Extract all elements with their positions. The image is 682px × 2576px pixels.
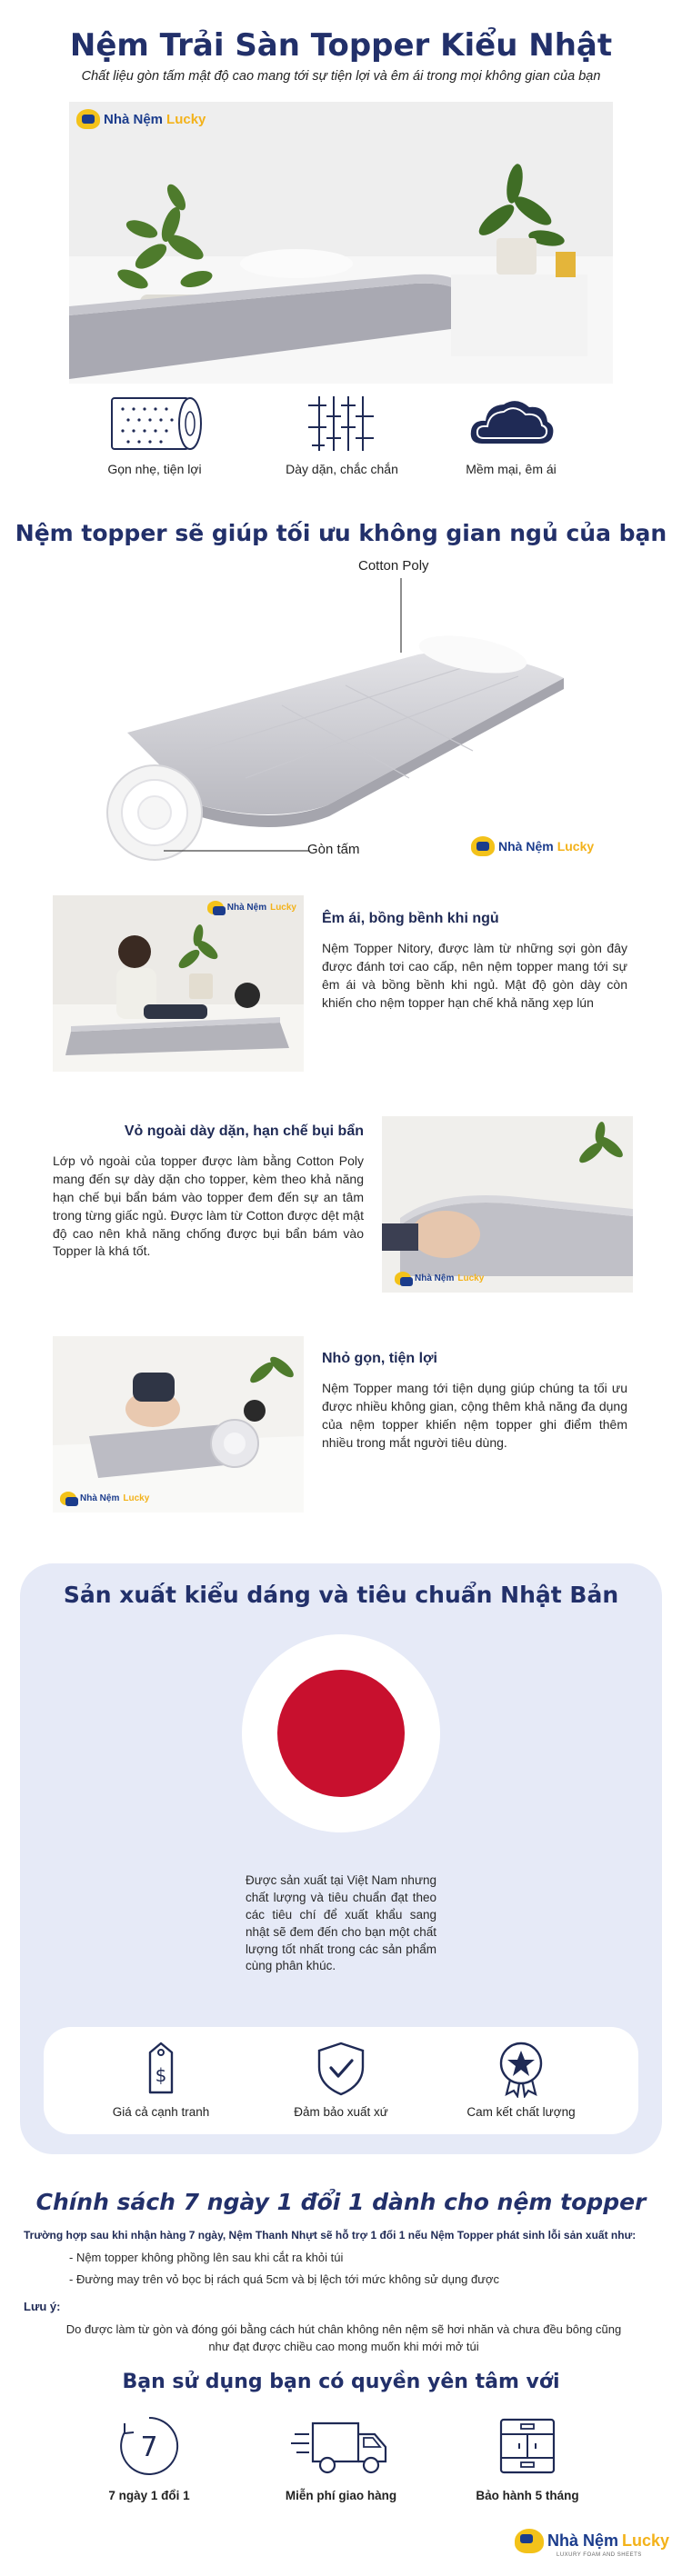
brand-logo-icon (60, 1492, 76, 1505)
japan-section-text: Được sản xuất tại Việt Nam nhưng chất lượng và tiêu chuẩn đạt theo các tiêu chí để xuất khẩu sang nhật sẽ đem đến cho bạn một chất lượng tốt nhất trong các sản phẩm cùng phân khúc. (246, 1873, 436, 1973)
photo-hand-on-topper (382, 1116, 633, 1293)
feature-item (438, 393, 584, 476)
hero-photo (69, 102, 613, 384)
brand-logo-icon (76, 109, 100, 129)
brand-logo (60, 1492, 149, 1505)
policy-note-label: Lưu ý: (24, 2300, 61, 2313)
brand-logo (395, 1272, 484, 1285)
brand-name-part1: Nhà Nệm (415, 1273, 455, 1283)
block-text: Nệm Topper Nitory, được làm từ những sợi gòn đây được đánh tơi cao cấp, nên nệm topper mang tới sự êm ái và bồng bềnh khi ngủ. Mật độ gòn dày còn khiến cho nệm topper hạn chế khả năng xẹp lún (322, 941, 627, 1010)
japan-flag-sun (277, 1670, 405, 1797)
block-title: Êm ái, bồng bềnh khi ngủ (322, 911, 499, 926)
photo-person-on-topper (53, 895, 304, 1072)
perk-item (455, 2412, 600, 2502)
japan-flag (242, 1634, 440, 1832)
brand-logo-icon (471, 836, 495, 856)
brand-name-part2: Lucky (457, 1273, 485, 1283)
perk-label: Bảo hành 5 tháng (476, 2489, 579, 2502)
brand-name-part1: Nhà Nệm (547, 2531, 619, 2550)
brand-logo-icon (207, 901, 224, 914)
brand-logo (471, 836, 594, 856)
policy-intro: Trường hợp sau khi nhận hàng 7 ngày, Nệm Thanh Nhựt sẽ hỗ trợ 1 đổi 1 nếu Nệm Topper phát sinh lỗi sản xuất như: (24, 2229, 637, 2242)
brand-name-part1: Nhà Nệm (104, 111, 164, 127)
feature-item (82, 393, 227, 476)
feature-label: Dày dặn, chắc chắn (286, 462, 398, 476)
badge-label: Đảm bảo xuất xứ (294, 2105, 388, 2119)
dense-fiber-icon (269, 393, 415, 454)
topper-diagram (91, 578, 600, 869)
badge-item (84, 2040, 238, 2119)
brand-name-part2: Lucky (557, 839, 595, 854)
policy-item: - Nệm topper không phồng lên sau khi cắt ra khỏi túi (69, 2251, 344, 2264)
cloud-icon (438, 393, 584, 454)
brand-name-part2: Lucky (166, 111, 206, 127)
brand-logo (76, 109, 206, 129)
perk-item (76, 2412, 222, 2502)
brand-name-part2: Lucky (123, 1493, 150, 1503)
feature-label: Mềm mại, êm ái (466, 462, 557, 476)
warranty-cabinet-icon (455, 2412, 600, 2480)
badge-label: Giá cả cạnh tranh (112, 2105, 210, 2119)
block-text: Nệm Topper mang tới tiện dụng giúp chúng ta tối ưu được nhiều không gian, cộng thêm khả năng đa dụng của nệm topper khiến nệm topper ghi điểm thêm nhiều trong mắt người tiêu dùng. (322, 1381, 627, 1450)
rolled-mattress-icon (82, 393, 227, 454)
feature-item (269, 393, 415, 476)
topper-section-title: Nệm topper sẽ giúp tối ưu không gian ngủ của bạn (15, 520, 667, 546)
block-title: Nhỏ gọn, tiện lợi (322, 1351, 437, 1366)
badge-item (444, 2040, 598, 2119)
footer-brand-logo (515, 2529, 669, 2553)
japan-section-title: Sản xuất kiểu dáng và tiêu chuẩn Nhật Bản (63, 1582, 619, 1608)
policy-note-text: Do được làm từ gòn và đóng gói bằng cách hút chân không nên nệm sẽ hơi nhăn và chưa đều bông cũng như đạt được chiều cao mong muốn khi mới mở túi (65, 2322, 622, 2353)
policy-item: - Đường may trên vỏ bọc bị rách quá 5cm và bị lệch tới mức không sử dụng được (69, 2272, 499, 2286)
brand-name-part1: Nhà Nệm (80, 1493, 120, 1503)
page-subtitle: Chất liệu gòn tấm mật độ cao mang tới sự tiện lợi và êm ái trong mọi không gian của bạn (81, 69, 601, 84)
perk-number: 7 (140, 2431, 158, 2463)
policy-title: Chính sách 7 ngày 1 đổi 1 dành cho nệm topper (35, 2189, 647, 2215)
assurance-title: Bạn sử dụng bạn có quyền yên tâm với (122, 2371, 560, 2393)
label-fill: Gòn tấm (307, 842, 360, 857)
svg-text:$: $ (155, 2064, 167, 2086)
perk-item (264, 2412, 418, 2502)
brand-tagline: LUXURY FOAM AND SHEETS (557, 2552, 642, 2558)
seven-day-icon (76, 2412, 222, 2480)
badge-item (264, 2040, 418, 2119)
brand-logo-icon (515, 2529, 544, 2553)
brand-logo (207, 901, 296, 914)
block-text: Lớp vỏ ngoài của topper được làm bằng Cotton Poly mang đến sự dày dặn cho topper, kèm theo khả năng hạn chế bụi bẩn bám vào topper đem đến sự an tâm trong từng giấc ngủ. Được làm từ Cotton được dệt mật độ cao nên khả năng chống được bụi bẩn bám vào Topper là khá tốt. (53, 1153, 364, 1259)
badge-label: Cam kết chất lượng (466, 2105, 576, 2119)
brand-logo-icon (395, 1272, 411, 1285)
perk-label: 7 ngày 1 đổi 1 (108, 2489, 190, 2502)
shield-check-icon (264, 2040, 418, 2098)
perk-label: Miễn phí giao hàng (285, 2489, 397, 2502)
page-title: Nệm Trải Sàn Topper Kiểu Nhật (69, 27, 613, 64)
delivery-truck-icon (264, 2412, 418, 2480)
brand-name-part2: Lucky (270, 903, 296, 913)
brand-name-part1: Nhà Nệm (498, 839, 554, 854)
feature-label: Gọn nhẹ, tiện lợi (107, 462, 202, 476)
photo-rolling-topper (53, 1336, 304, 1513)
label-cotton-poly: Cotton Poly (358, 558, 429, 574)
brand-name-part1: Nhà Nệm (226, 903, 267, 913)
price-tag-icon (84, 2040, 238, 2098)
block-title: Vỏ ngoài dày dặn, hạn chế bụi bẩn (124, 1123, 364, 1139)
brand-name-part2: Lucky (622, 2531, 670, 2550)
quality-badge-icon (444, 2040, 598, 2098)
